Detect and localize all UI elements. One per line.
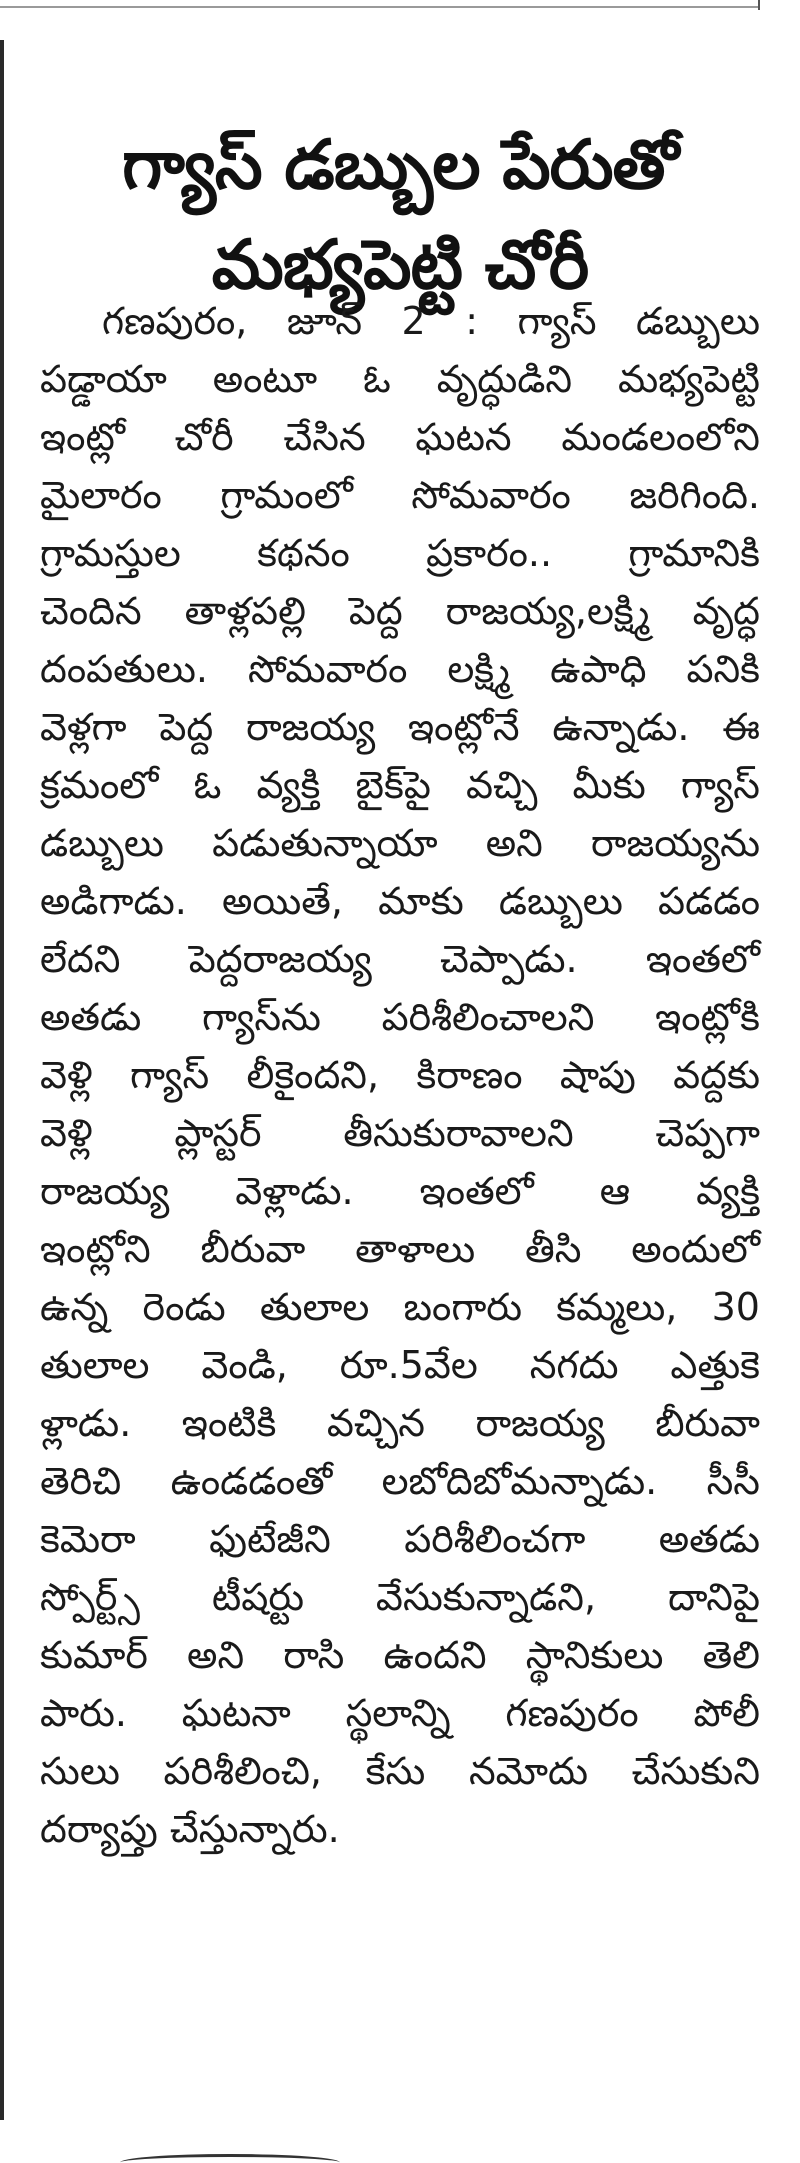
article-line: ఇంట్లోని బీరువా తాళాలు తీసి అందులో xyxy=(40,1227,760,1271)
top-rule xyxy=(0,0,760,8)
article-line: దర్యాప్తు చేస్తున్నారు. xyxy=(40,1807,340,1851)
column-divider xyxy=(758,0,760,10)
article-line: లేదని పెద్దరాజయ్య చెప్పాడు. ఇంతలో xyxy=(40,937,760,981)
article-line: పారు. ఘటనా స్థలాన్ని గణపురం పోలీ xyxy=(40,1691,760,1735)
article-line: గ్రామస్తుల కథనం ప్రకారం.. గ్రామానికి xyxy=(40,531,760,575)
article-body xyxy=(40,292,760,1858)
headline-line-2: మభ్యపెట్టి చోరీ xyxy=(211,225,589,305)
article-line: వెళ్లగా పెద్ద రాజయ్య ఇంట్లోనే ఉన్నాడు. ఈ xyxy=(40,705,760,749)
article-line: సులు పరిశీలించి, కేసు నమోదు చేసుకుని xyxy=(40,1749,760,1793)
article-line: అతడు గ్యాస్‌ను పరిశీలించాలని ఇంట్లోకి xyxy=(40,995,760,1039)
headline-line-1: గ్యాస్ డబ్బుల పేరుతో xyxy=(122,125,678,205)
article-line: వెళ్లి గ్యాస్ లీకైందని, కిరాణం షాపు వద్దకు xyxy=(40,1053,760,1097)
article-line: డబ్బులు పడుతున్నాయా అని రాజయ్యను xyxy=(40,821,760,865)
headline xyxy=(40,116,760,316)
article-line: గణపురం, జూన్ 2 : గ్యాస్ డబ్బులు xyxy=(102,299,760,343)
article-line: దంపతులు. సోమవారం లక్ష్మి ఉపాధి పనికి xyxy=(40,647,760,691)
article-line: పడ్డాయా అంటూ ఓ వృద్ధుడిని మభ్యపెట్టి xyxy=(40,357,760,401)
article-line: కుమార్ అని రాసి ఉందని స్థానికులు తెలి xyxy=(40,1633,760,1677)
next-column-edge xyxy=(120,2150,340,2163)
article-line: క్రమంలో ఓ వ్యక్తి బైక్‌పై వచ్చి మీకు గ్యాస్ xyxy=(40,763,760,807)
article-line: ఉన్న రెండు తులాల బంగారు కమ్మలు, 30 xyxy=(40,1285,760,1329)
article-line: ఇంట్లో చోరీ చేసిన ఘటన మండలంలోని xyxy=(40,415,760,459)
article-line: చెందిన తాళ్లపల్లి పెద్ద రాజయ్య,లక్ష్మి వృద్ధ xyxy=(40,589,760,633)
article-line: అడిగాడు. అయితే, మాకు డబ్బులు పడడం xyxy=(40,879,760,923)
article-line: తెరిచి ఉండడంతో లబోదిబోమన్నాడు. సీసీ xyxy=(40,1459,760,1503)
article-line: స్పోర్ట్స్ టీషర్టు వేసుకున్నాడని, దానిపై xyxy=(40,1575,760,1619)
left-column-rule xyxy=(0,40,4,2120)
article-line: మైలారం గ్రామంలో సోమవారం జరిగింది. xyxy=(40,473,760,517)
article-line: రాజయ్య వెళ్లాడు. ఇంతలో ఆ వ్యక్తి xyxy=(40,1169,760,1213)
article-line: కెమెరా ఫుటేజీని పరిశీలించగా అతడు xyxy=(40,1517,760,1561)
article-line: వెళ్లి ప్లాస్టర్ తీసుకురావాలని చెప్పగా xyxy=(40,1111,760,1155)
article-line: ళ్లాడు. ఇంటికి వచ్చిన రాజయ్య బీరువా xyxy=(40,1401,760,1445)
article-line: తులాల వెండి, రూ.5వేల నగదు ఎత్తుకె xyxy=(40,1343,760,1387)
